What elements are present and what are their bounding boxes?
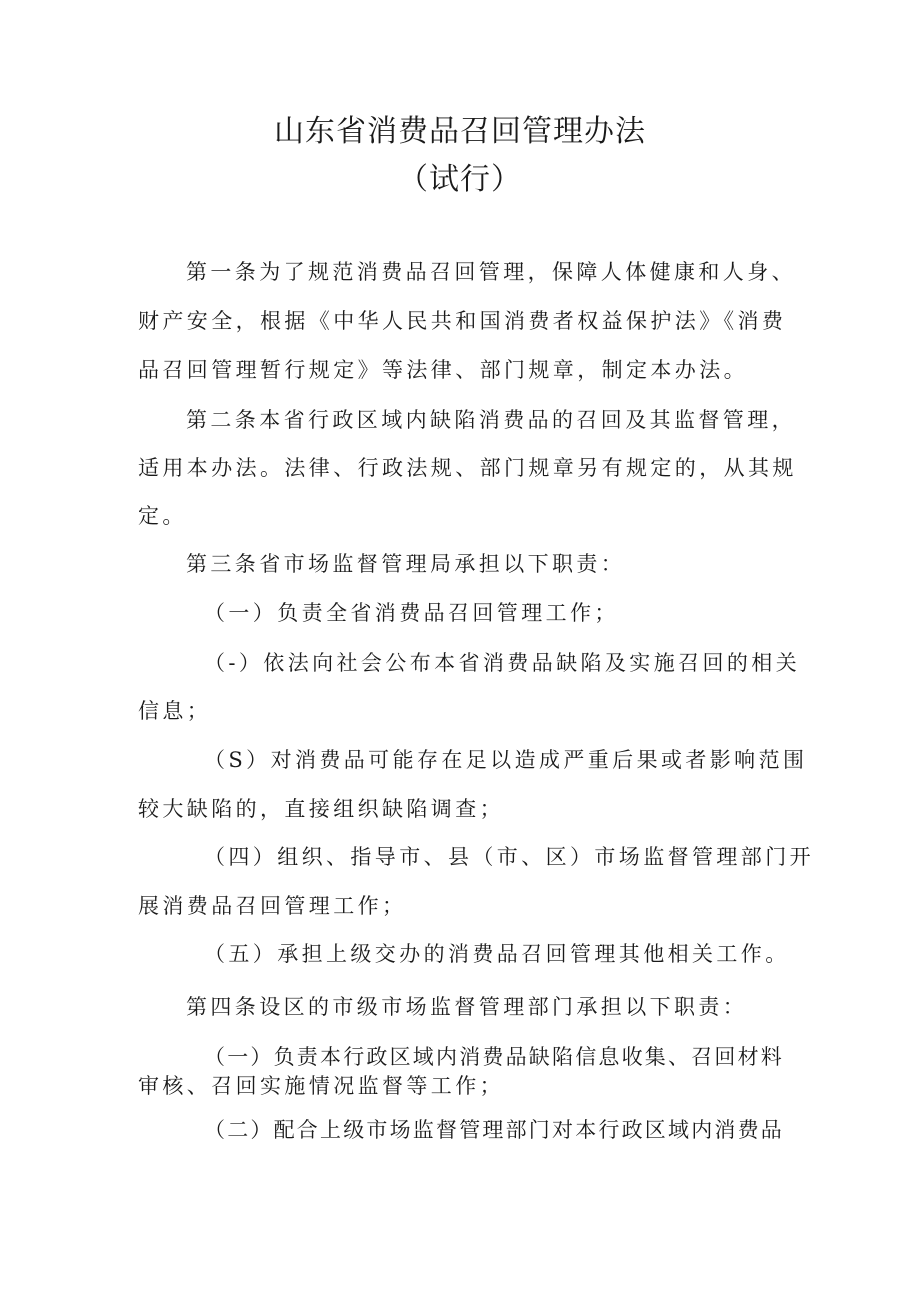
paragraph-line: 适用本办法。法律、行政法规、部门规章另有规定的，从其规 [138,456,797,480]
list-item-line: （-）依法向社会公布本省消费品缺陷及实施召回的相关 [204,651,801,675]
list-item-line: （一）负责全省消费品召回管理工作； [204,601,619,625]
list-item-line: （五）承担上级交办的消费品召回管理其他相关工作。 [204,942,790,966]
paragraph-line: 第三条省市场监督管理局承担以下职责： [186,552,626,576]
document-subtitle: （试行） [398,162,522,197]
list-item-line: （一）负责本行政区域内消费品缺陷信息收集、召回材料 [204,1045,784,1069]
list-item-line: （S）对消费品可能存在足以造成严重后果或者影响范围 [204,748,808,772]
paragraph-line: 财产安全，根据《中华人民共和国消费者权益保护法》《消费 [138,309,787,333]
paragraph-line: 品召回管理暂行规定》等法律、部门规章，制定本办法。 [138,358,748,382]
paragraph-line: 第一条为了规范消费品召回管理，保障人体健康和人身、 [186,260,796,284]
document-title: 山东省消费品召回管理办法 [274,114,646,149]
list-item-line: 信息； [138,699,212,723]
paragraph-line: 第四条设区的市级市场监督管理部门承担以下职责： [186,995,748,1019]
paragraph-line: 定。 [138,504,187,528]
list-item-line: 展消费品召回管理工作； [138,894,407,918]
list-item-line: 审核、召回实施情况监督等工作； [138,1074,504,1098]
list-item-line: （二）配合上级市场监督管理部门对本行政区域内消费品 [204,1118,784,1142]
paragraph-line: 第二条本省行政区域内缺陷消费品的召回及其监督管理， [186,408,796,432]
list-item-line: 较大缺陷的，直接组织缺陷调查； [138,797,504,821]
list-item-line: （四）组织、指导市、县（市、区）市场监督管理部门开 [204,845,814,869]
